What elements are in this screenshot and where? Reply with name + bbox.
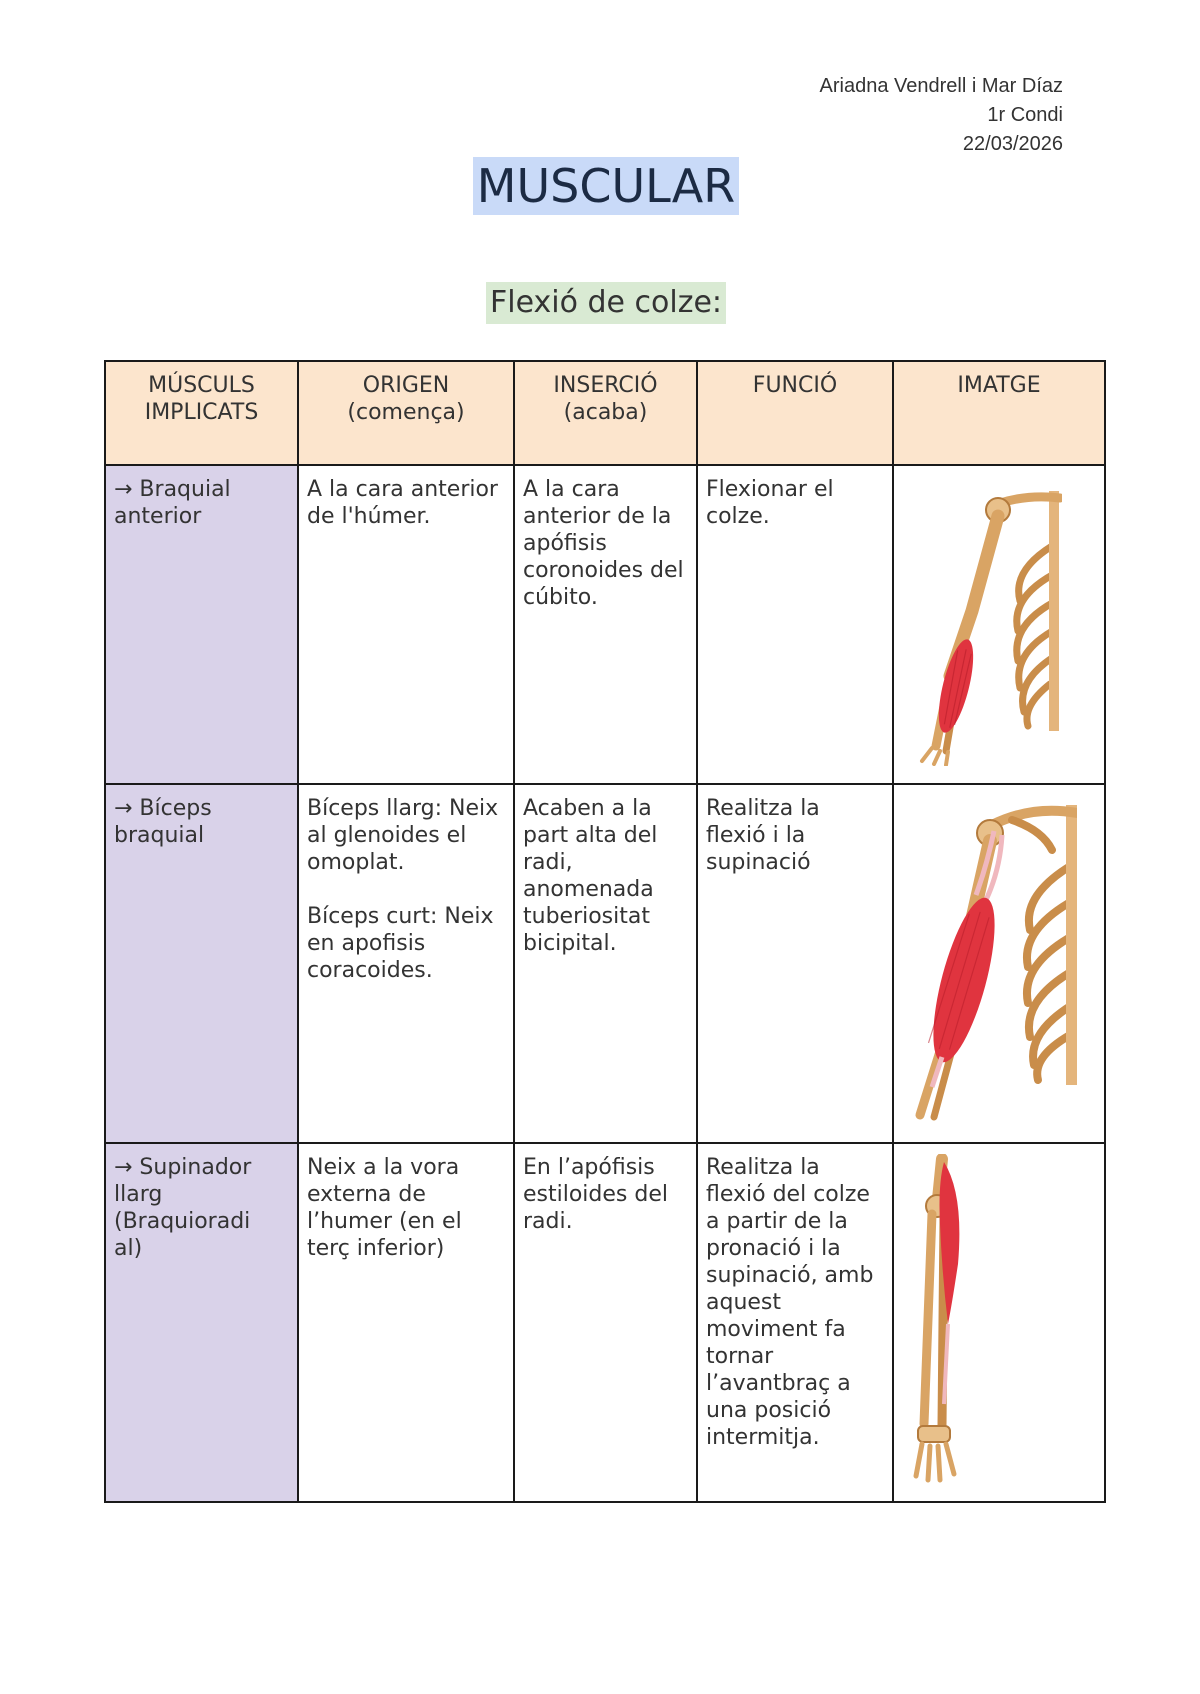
image-cell — [893, 465, 1105, 784]
forearm-brachioradialis-illustration — [902, 1154, 992, 1484]
function-cell: Realitza la flexió i la supinació — [697, 784, 893, 1143]
insertion-cell: En l’apófisis estiloides del radi. — [514, 1143, 697, 1502]
origin-cell: Neix a la vora externa de l’humer (en el terç inferior) — [298, 1143, 514, 1502]
origin-cell: A la cara anterior de l'húmer. — [298, 465, 514, 784]
table-row — [105, 784, 1105, 1143]
header-insertion: INSERCIÓ (acaba) — [514, 361, 697, 465]
header-origin: ORIGEN (comença) — [298, 361, 514, 465]
muscle-name-cell: → Bíceps braquial — [105, 784, 298, 1143]
function-cell: Realitza la flexió del colze a partir de la pronació i la supinació, amb aquest moviment fa tornar l’avantbraç a una posició intermitja. — [697, 1143, 893, 1502]
origin-cell: Bíceps llarg: Neix al glenoides el omoplat. Bíceps curt: Neix en apofisis coracoides. — [298, 784, 514, 1143]
date-line: 22/03/2026 — [962, 133, 1063, 155]
muscle-table — [104, 360, 1106, 1503]
table-header-row — [105, 361, 1105, 465]
image-cell — [893, 784, 1105, 1143]
page-title: MUSCULAR — [473, 157, 739, 215]
header-function: FUNCIÓ — [697, 361, 893, 465]
insertion-cell: A la cara anterior de la apófisis coronoides del cúbito. — [514, 465, 697, 784]
function-cell: Flexionar el colze. — [697, 465, 893, 784]
header-muscles: MÚSCULS IMPLICATS — [105, 361, 298, 465]
header-image: IMATGE — [893, 361, 1105, 465]
muscle-name-cell: → Braquial anterior — [105, 465, 298, 784]
section-heading: Flexió de colze: — [486, 282, 726, 324]
document-header — [820, 72, 1063, 159]
arm-brachialis-illustration — [902, 476, 1062, 766]
arm-biceps-illustration — [902, 795, 1077, 1125]
table-row — [105, 1143, 1105, 1502]
table-row — [105, 465, 1105, 784]
muscle-name-cell: → Supinador llarg (Braquioradi al) — [105, 1143, 298, 1502]
authors-line: Ariadna Vendrell i Mar Díaz — [819, 75, 1063, 97]
image-cell — [893, 1143, 1105, 1502]
insertion-cell: Acaben a la part alta del radi, anomenada tuberiositat bicipital. — [514, 784, 697, 1143]
class-line: 1r Condi — [987, 104, 1063, 126]
